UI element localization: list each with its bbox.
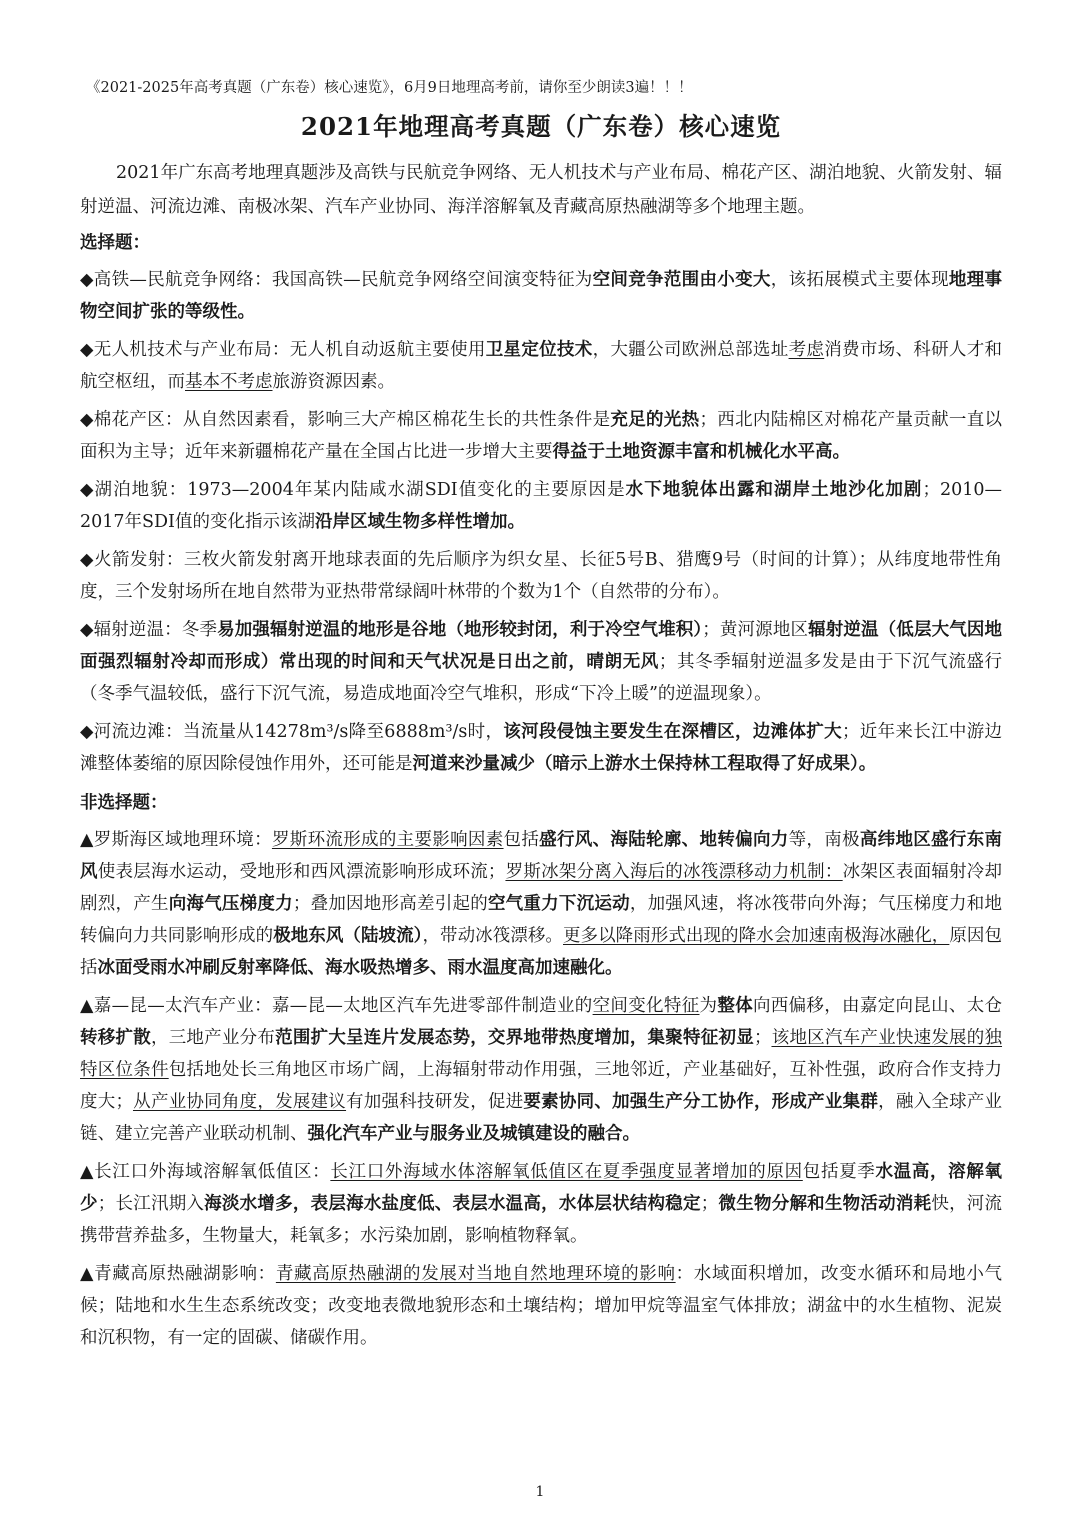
- nonchoice-item: [80, 1258, 1002, 1354]
- intro-paragraph: 2021年广东高考地理真题涉及高铁与民航竞争网络、无人机技术与产业布局、棉花产区、湖泊地貌、火箭发射、辐射逆温、河流边滩、南极冰架、汽车产业协同、海洋溶解氧及青藏高原热融湖等多个地理主题。: [80, 163, 1002, 217]
- triangle-bullet-icon: ▲: [80, 830, 94, 850]
- bold-text: 沿岸区域生物多样性增加。: [314, 512, 525, 532]
- text-span: ；其冬季辐射逆温多发是由于下沉气流盛行（冬季气温较低，盛行下沉气流，易造成地面冷空气堆积，形成“下冷上暖”的逆温现象）。: [80, 652, 1003, 704]
- text-span: 包括: [503, 830, 540, 850]
- underlined-text: 罗斯环流形成的主要影响因素: [271, 830, 504, 850]
- text-span: 辐射逆温：冬季: [93, 620, 218, 640]
- diamond-bullet-icon: ◆: [80, 550, 94, 570]
- bold-text: 极地东风（陆坡流）: [273, 926, 423, 946]
- text-span: 嘉—昆—太汽车产业：嘉—昆—太地区汽车先进零部件制造业的: [93, 996, 593, 1016]
- bold-text: 易加强辐射逆温的地形是谷地（地形较封闭，利于冷空气堆积）: [217, 620, 703, 640]
- bold-text: 要素协同、加强生产分工协作，形成产业集群: [523, 1092, 879, 1112]
- underlined-text: 考虑: [788, 340, 825, 360]
- underlined-text: 更多以降雨形式出现的降水会加速南极海冰融化，: [563, 926, 950, 946]
- text-span: 包括地处长三角地区市场广阔，上海辐射带动作用强，三地邻近，产业基础好，互补性强，政府合作支持力度大；: [80, 1060, 1003, 1112]
- text-span: 长江口外海域溶解氧低值区：: [93, 1162, 331, 1182]
- choice-item-list: [80, 264, 1002, 780]
- choice-item: [80, 716, 1002, 780]
- text-span: ；长江汛期入: [97, 1194, 205, 1214]
- bold-text: 盛行风、海陆轮廓、地转偏向力: [539, 830, 789, 850]
- bold-text: 高纬地区盛行东南风: [80, 830, 1003, 882]
- bold-text: 微生物分解和生物活动消耗: [718, 1194, 932, 1214]
- underlined-text: 罗斯冰架分离入海后的冰筏漂移动力机制：: [505, 862, 843, 882]
- bold-text: 转移扩散: [80, 1028, 151, 1048]
- text-span: 有加强科技研发，促进: [346, 1092, 524, 1112]
- diamond-bullet-icon: ◆: [80, 722, 94, 742]
- bold-text: 整体: [717, 996, 753, 1016]
- underlined-text: 长江口外海域水体溶解氧低值区在夏季强度显著增加的原因: [330, 1162, 803, 1182]
- bold-text: 该河段侵蚀主要发生在深槽区，边滩体扩大: [503, 722, 842, 742]
- underlined-text: 基本不考虑: [185, 372, 273, 392]
- text-span: 湖泊地貌：1973—2004年某内陆咸水湖SDI值变化的主要原因是: [93, 480, 626, 500]
- bold-text: 范围扩大呈连片发展态势，交界地带热度增加，集聚特征初显: [275, 1028, 754, 1048]
- text-span: ，融入全球产业链、建立完善产业联动机制、: [80, 1092, 1003, 1144]
- nonchoice-item-list: [80, 824, 1002, 1354]
- bold-text: 水温高，溶解氧少: [80, 1162, 1003, 1214]
- underlined-text: 该地区汽车产业快速发展的独特区位条件: [80, 1028, 1003, 1080]
- text-span: 原因包括: [80, 926, 1002, 978]
- text-span: 快，河流携带营养盐多，生物量大，耗氧多；水污染加剧，影响植物释氧。: [80, 1194, 1003, 1246]
- diamond-bullet-icon: ◆: [80, 620, 94, 640]
- text-span: 罗斯海区域地理环境：: [93, 830, 272, 850]
- bold-text: 冰面受雨水冲刷反射率降低、海水吸热增多、雨水温度高加速融化。: [97, 958, 623, 978]
- nonchoice-item: [80, 1156, 1002, 1252]
- bold-text: 强化汽车产业与服务业及城镇建设的融合。: [307, 1124, 640, 1144]
- bold-text: 水下地貌体出露和湖岸土地沙化加剧: [625, 480, 923, 500]
- choice-item: [80, 614, 1002, 710]
- bold-text: 空间竞争范围由小变大: [592, 270, 771, 290]
- bold-text: 空气重力下沉运动: [487, 894, 630, 914]
- text-span: ；: [753, 1028, 772, 1048]
- text-span: ；近年来长江中游边滩整体萎缩的原因除侵蚀作用外，还可能是: [80, 722, 1003, 774]
- text-span: 青藏高原热融湖影响：: [93, 1264, 276, 1284]
- page-title: 2021年地理高考真题（广东卷）核心速览: [300, 112, 782, 141]
- underlined-text: 空间变化特征: [592, 996, 700, 1016]
- bold-text: 海淡水增多，表层海水盐度低、表层水温高，水体层状结构稳定: [204, 1194, 701, 1214]
- text-span: 棉花产区：从自然因素看，影响三大产棉区棉花生长的共性条件是: [93, 410, 611, 430]
- choice-item: [80, 334, 1002, 398]
- page-number: 1: [535, 1484, 545, 1500]
- text-span: 冰架区表面辐射冷却剧烈，产生: [80, 862, 1003, 914]
- text-span: ，加强风速，将冰筏带向外海；气压梯度力和地转偏向力共同影响形成的: [80, 894, 1003, 946]
- text-span: ；2010—2017年SDI值的变化指示该湖: [80, 480, 1002, 532]
- text-span: 无人机技术与产业布局：无人机自动返航主要使用: [93, 340, 486, 360]
- text-span: 高铁—民航竞争网络：我国高铁—民航竞争网络空间演变特征为: [93, 270, 593, 290]
- diamond-bullet-icon: ◆: [80, 270, 94, 290]
- choice-item: [80, 474, 1002, 538]
- choice-item: [80, 404, 1002, 468]
- nonchoice-section-heading: 非选择题：: [80, 793, 168, 813]
- text-span: ，带动冰筏漂移。: [422, 926, 563, 946]
- text-span: 向西偏移，由嘉定向昆山、太仓: [752, 996, 1003, 1016]
- text-span: ；叠加因地形高差引起的: [292, 894, 488, 914]
- choice-item: [80, 544, 1002, 608]
- diamond-bullet-icon: ◆: [80, 340, 94, 360]
- text-span: 使表层海水运动，受地形和西风漂流影响形成环流；: [97, 862, 506, 882]
- text-span: 等，南极: [788, 830, 860, 850]
- bold-text: 得益于土地资源丰富和机械化水平高。: [552, 442, 850, 462]
- text-span: 旅游资源因素。: [272, 372, 395, 392]
- text-span: ，大疆公司欧洲总部选址: [592, 340, 789, 360]
- text-span: 包括夏季: [802, 1162, 876, 1182]
- text-span: 火箭发射：三枚火箭发射离开地球表面的先后顺序为织女星、长征5号B、猎鹰9号（时间的计算）；从纬度地带性角度，三个发射场所在地自然带为亚热带常绿阔叶林带的个数为1个（自然带的分布）。: [80, 550, 1002, 602]
- underlined-text: 从产业协同角度，发展建议: [132, 1092, 347, 1112]
- bold-text: 卫星定位技术: [485, 340, 593, 360]
- text-span: 为: [699, 996, 718, 1016]
- text-span: ，三地产业分布: [150, 1028, 276, 1048]
- nonchoice-item: [80, 990, 1002, 1150]
- text-span: ：水域面积增加，改变水循环和局地小气候；陆地和水生生态系统改变；改变地表微地貌形态和土壤结构；增加甲烷等温室气体排放；湖盆中的水生植物、泥炭和沉积物，有一定的固碳、储碳作用。: [80, 1264, 1003, 1348]
- underlined-text: 青藏高原热融湖的发展对当地自然地理环境的影响: [275, 1264, 676, 1284]
- bold-text: 地理事物空间扩张的等级性。: [80, 270, 1003, 322]
- text-span: 消费市场、科研人才和航空枢纽，而: [80, 340, 1003, 392]
- bold-text: 充足的光热: [610, 410, 700, 430]
- text-span: ；黄河源地区: [702, 620, 809, 640]
- bold-text: 辐射逆温（低层大气因地面强烈辐射冷却而形成）常出现的时间和天气状况是日出之前，晴朗无风: [80, 620, 1003, 672]
- triangle-bullet-icon: ▲: [80, 996, 94, 1016]
- choice-section-heading: 选择题：: [80, 233, 150, 253]
- text-span: 河流边滩：当流量从14278m³/s降至6888m³/s时，: [93, 722, 504, 742]
- text-span: ；: [700, 1194, 719, 1214]
- banner-note: 《2021-2025年高考真题（广东卷）核心速览》，6月9日地理高考前，请你至少朗读3遍！！！: [86, 80, 693, 96]
- diamond-bullet-icon: ◆: [80, 410, 94, 430]
- triangle-bullet-icon: ▲: [80, 1162, 94, 1182]
- text-span: ，该拓展模式主要体现: [770, 270, 949, 290]
- choice-item: [80, 264, 1002, 328]
- nonchoice-item: [80, 824, 1002, 984]
- text-span: ；西北内陆棉区对棉花产量贡献一直以面积为主导；近年来新疆棉花产量在全国占比进一步增大主要: [80, 410, 1003, 462]
- triangle-bullet-icon: ▲: [80, 1264, 94, 1284]
- bold-text: 向海气压梯度力: [168, 894, 293, 914]
- diamond-bullet-icon: ◆: [80, 480, 94, 500]
- bold-text: 河道来沙量减少（暗示上游水土保持林工程取得了好成果）。: [412, 754, 877, 774]
